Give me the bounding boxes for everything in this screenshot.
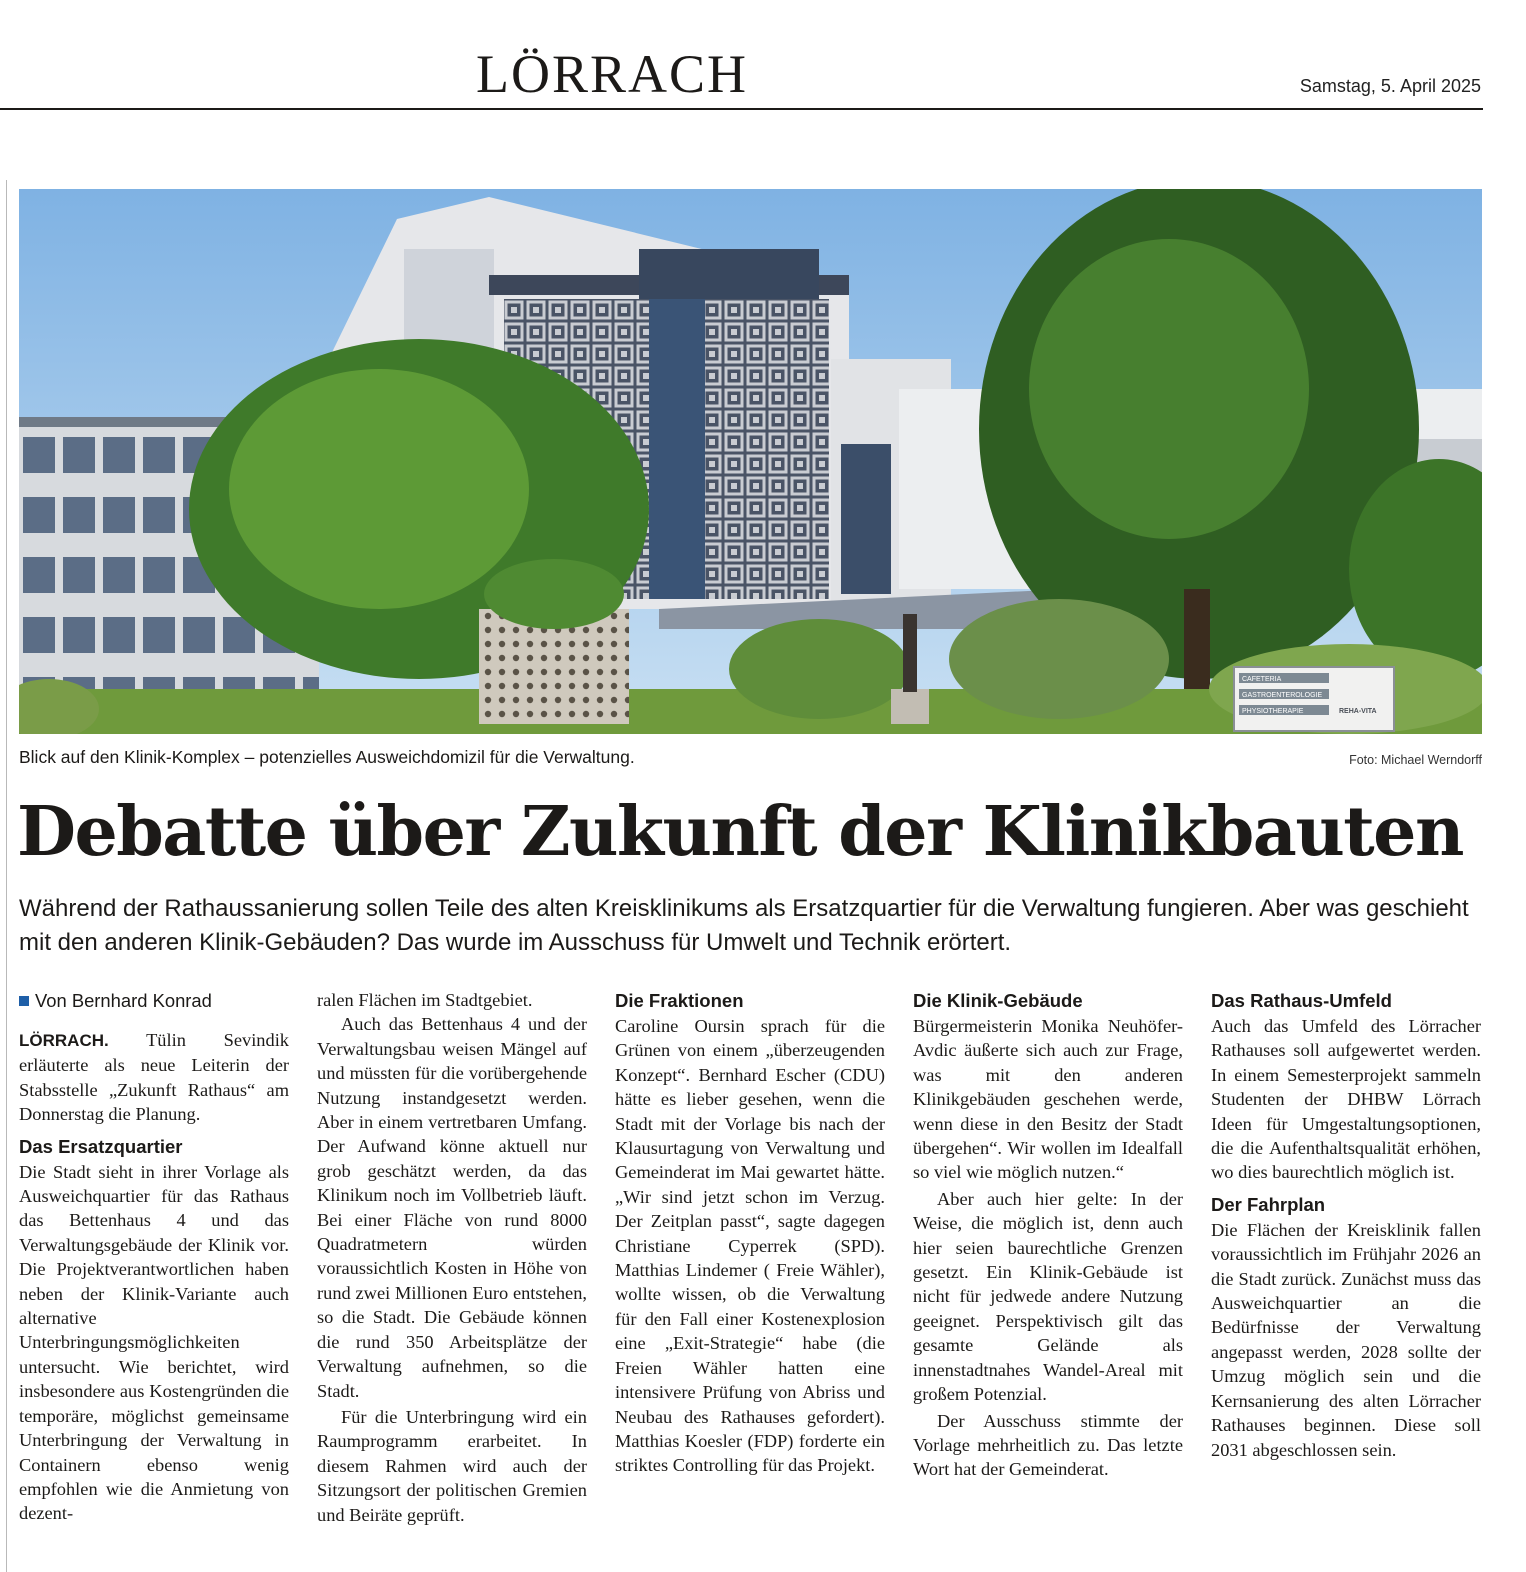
paragraph: ralen Flächen im Stadtgebiet. bbox=[317, 990, 533, 1010]
photo-credit: Foto: Michael Werndorff bbox=[1349, 753, 1482, 767]
article-column-5 bbox=[1211, 988, 1481, 1462]
subheading-ersatzquartier: Das Ersatzquartier bbox=[19, 1135, 183, 1157]
article-column-3 bbox=[615, 988, 885, 1478]
column-rule bbox=[6, 180, 7, 1572]
masthead bbox=[0, 0, 1483, 110]
article-column-4 bbox=[913, 988, 1183, 1482]
paragraph: Aber auch hier gelte: In der Weise, die möglich ist, denn auch hier seien baurechtliche Grenzen gesetzt. Ein Klinik-Gebäude ist nicht für jedwede andere Nutzung geeignet. Perspektivisch gilt das gesamte Gelände als innenstadtnahes Wandel-Areal mit großem Potenzial. bbox=[913, 1188, 1183, 1405]
subheading-rathaus-umfeld: Das Rathaus-Umfeld bbox=[1211, 990, 1392, 1011]
byline-text: Von Bernhard Konrad bbox=[35, 990, 212, 1011]
sign-line-1: CAFETERIA bbox=[1242, 676, 1282, 683]
lead-paragraph bbox=[19, 1028, 289, 1127]
subheading-fahrplan: Der Fahrplan bbox=[1211, 1193, 1326, 1215]
paragraph: Auch das Bettenhaus 4 und der Verwaltungsbau weisen Mängel auf und müssten für die vorübergehende Nutzung instandgesetzt werden. Aber in einem vertretbaren Umfang. Der Aufwand könne aktuell nur grob geschätzt werden, da das Klinikum noch im Vollbetrieb läuft. Bei einer Fläche von rund 8000 Quadratmetern würden voraussichtlich Kosten in Höhe von rund zwei Millionen Euro entstehen, so die Stadt. Die Gebäude können die rund 350 Arbeitsplätze der Verwaltung aufnehmen, so die Stadt. bbox=[317, 1014, 587, 1401]
section-title: LÖRRACH bbox=[476, 44, 749, 104]
photo-caption: Blick auf den Klinik-Komplex – potenzielles Ausweichdomizil für die Verwaltung. bbox=[19, 747, 635, 767]
paragraph: Der Ausschuss stimmte der Vorlage mehrheitlich zu. Das letzte Wort hat der Gemeinderat. bbox=[913, 1410, 1183, 1480]
subheading-fraktionen: Die Fraktionen bbox=[615, 990, 744, 1011]
sign-line-2: GASTROENTEROLOGIE bbox=[1242, 692, 1323, 699]
byline bbox=[19, 988, 289, 1014]
sign-line-3: PHYSIOTHERAPIE bbox=[1242, 708, 1304, 715]
paragraph: Auch das Umfeld des Lörracher Rathauses soll aufgewertet werden. In einem Semesterprojekt sammeln Studenten der DHBW Lörrach Ideen für Umgestaltungsoptionen, die die Aufenthaltsqualität erhöhen, wo dies baurechtlich möglich ist. bbox=[1211, 1016, 1481, 1183]
article-column-1 bbox=[19, 988, 289, 1526]
subheading-klinik-gebaeude: Die Klinik-Gebäude bbox=[913, 990, 1083, 1011]
issue-date: Samstag, 5. April 2025 bbox=[1299, 76, 1481, 96]
byline-marker-icon bbox=[19, 996, 29, 1006]
article-headline: Debatte über Zukunft der Klinikbauten bbox=[17, 792, 1463, 872]
paragraph: Für die Unterbringung wird ein Raumprogramm erarbeitet. In diesem Rahmen wird auch der Sitzungsort der politischen Gremien und Beiräte geprüft. bbox=[317, 1406, 587, 1525]
lead-text: Tülin Sevindik erläuterte als neue Leiterin der Stabsstelle „Zukunft Rathaus“ am Donnerstag die Planung. bbox=[19, 1030, 289, 1125]
paragraph: Die Stadt sieht in ihrer Vorlage als Ausweichquartier für das Rathaus das Bettenhaus 4 und das Verwaltungsgebäude der Klinik vor. Die Projektverantwortlichen haben neben der Klinik-Variante auch alternative Unterbringungsmöglichkeiten untersucht. Wie berichtet, wird insbesondere aus Kostengründen die temporäre, möglichst gemeinsame Unterbringung der Verwaltung in Containern ebenso wenig empfohlen wie die Anmietung von dezent- bbox=[19, 1161, 289, 1524]
article-column-2 bbox=[317, 988, 587, 1527]
paragraph: Bürgermeisterin Monika Neuhöfer-Avdic äußerte sich auch zur Frage, was mit den anderen Klinikgebäuden geschehen werde, wenn diese in den Besitz der Stadt übergehen“. Wir wollen im Idealfall so viel wie möglich nutzen.“ bbox=[913, 1016, 1183, 1183]
paragraph: Die Flächen der Kreisklinik fallen voraussichtlich im Frühjahr 2026 an die Stadt zurück. Zunächst muss das Ausweichquartier an die Bedürfnisse der Verwaltung angepasst werden, 2028 sollte der Umzug möglich sein und die Kernsanierung des alten Lörracher Rathauses beginnen. Diese soll 2031 abgeschlossen sein. bbox=[1211, 1219, 1481, 1460]
dateline: LÖRRACH. bbox=[19, 1031, 109, 1050]
article-photo bbox=[19, 189, 1482, 734]
paragraph: Caroline Oursin sprach für die Grünen von einem „überzeugenden Konzept“. Bernhard Escher (CDU) hätte es lieber gesehen, wenn die Stadt mit der Vorlage bis nach der Klausurtagung von Verwaltung und Gemeinderat im Mai gewartet hätte. „Wir sind jetzt schon im Verzug. Der Zeitplan passt“, sagte dagegen Christiane Cyperrek (SPD). Matthias Lindemer ( Freie Wähler), wollte wissen, ob die Verwaltung für den Fall einer Kostenexplosion eine „Exit-Strategie“ habe (die Freien Wähler hatten eine intensivere Prüfung von Abriss und Neubau des Rathauses gefordert). Matthias Koesler (FDP) forderte ein striktes Controlling für das Projekt. bbox=[615, 1016, 885, 1476]
article-teaser: Während der Rathaussanierung sollen Teile des alten Kreisklinikums als Ersatzquartier für die Verwaltung fungieren. Aber was geschieht mit den anderen Klinik-Gebäuden? Das wurde im Ausschuss für Umwelt und Technik erörtert. bbox=[19, 895, 1469, 956]
sign-line-4: REHA-VITA bbox=[1339, 708, 1377, 715]
